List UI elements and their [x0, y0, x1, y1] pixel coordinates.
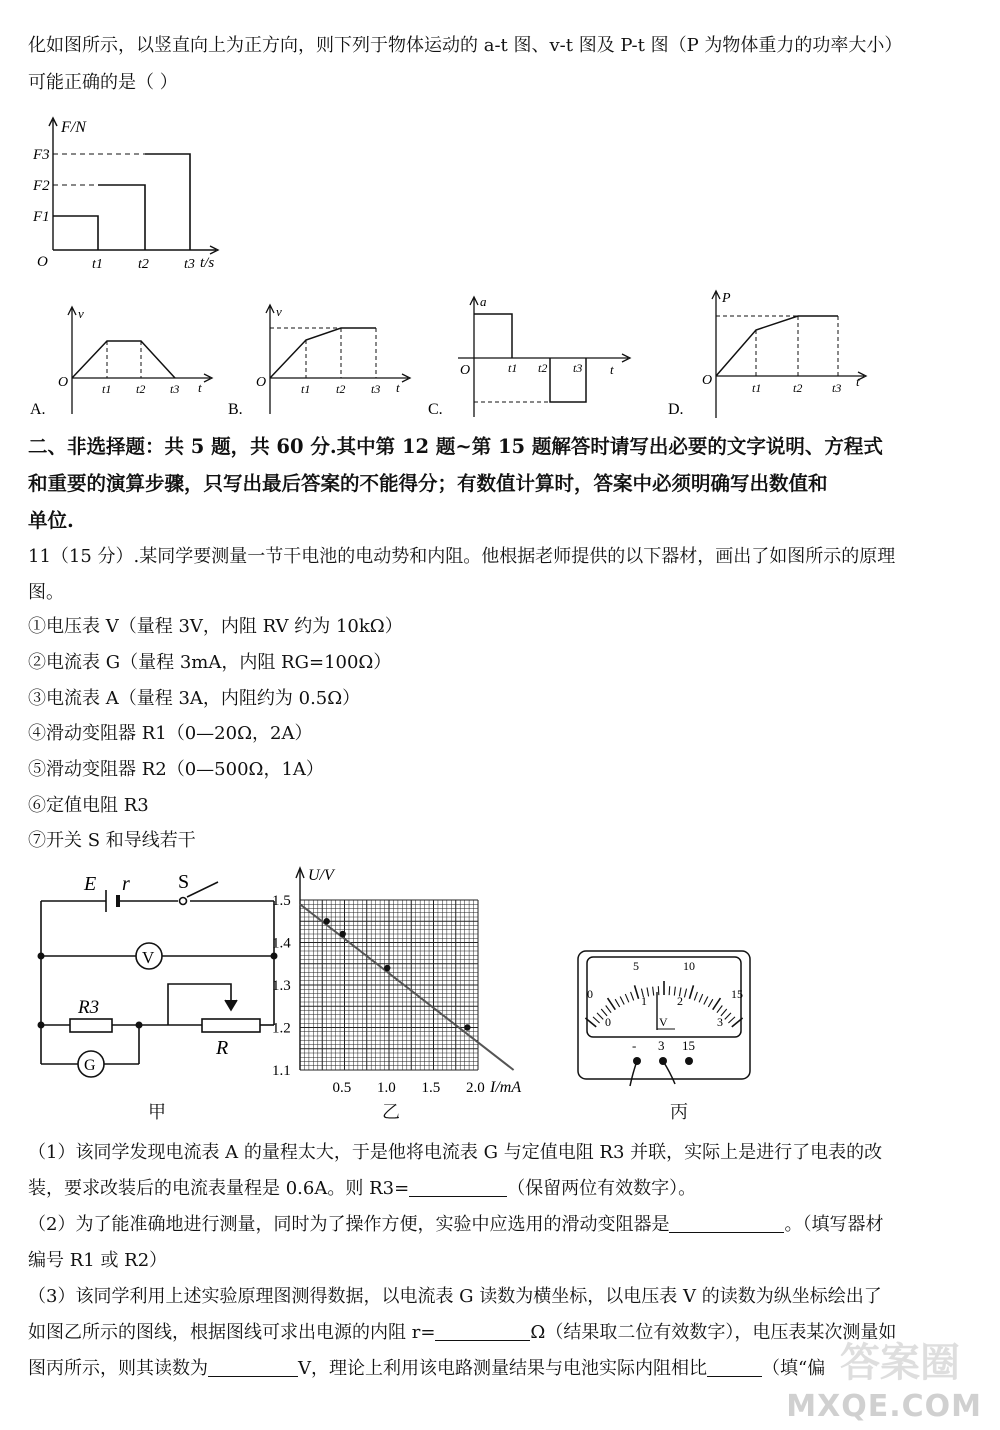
- x-tick-label: 0.5: [332, 1080, 352, 1096]
- y-tick-label: 1.4: [272, 935, 291, 952]
- meter-top-5: 5: [633, 959, 639, 973]
- c-t2: t2: [538, 361, 548, 375]
- meter-bottom-1: 1: [641, 994, 647, 1008]
- section2-line-1: 二、非选择题：共 5 题，共 60 分.其中第 12 题~第 15 题解答时请写出必要的文字说明、方程式: [28, 435, 883, 458]
- caption-yi: 乙: [382, 1102, 400, 1123]
- d-origin: O: [702, 373, 713, 388]
- terminal-3-label: 3: [658, 1038, 665, 1053]
- equipment-item: ③电流表 A（量程 3A，内阻约为 0.5Ω）: [28, 688, 361, 709]
- f1-label: F1: [33, 209, 50, 225]
- equipment-item: ④滑动变阻器 R1（0—20Ω，2A）: [28, 723, 313, 744]
- b-t3: t3: [371, 382, 381, 396]
- answer-blank-internal-r[interactable]: [435, 1320, 530, 1341]
- terminal-15-label: 15: [682, 1038, 695, 1053]
- equipment-item: ⑦开关 S 和导线若干: [28, 830, 196, 851]
- data-point: [340, 931, 346, 937]
- meter-bottom-0: 0: [605, 1015, 611, 1029]
- y-axis-label: U/V: [308, 867, 334, 884]
- meter-tick: [658, 986, 659, 995]
- watermark: MXQE.COM: [786, 1389, 982, 1424]
- q10-line-1: 化如图所示，以竖直向上为正方向，则下列于物体运动的 a-t 图、v-t 图及 P-t 图（P 为物体重力的功率大小）: [28, 35, 903, 56]
- a-y-label: v: [78, 306, 84, 321]
- q11-p2-line-1: （2）为了能准确地进行测量，同时为了操作方便，实验中应选用的滑动变阻器是 。（填写器材: [28, 1214, 884, 1235]
- c-t1: t1: [508, 361, 518, 375]
- voltmeter-dial: [575, 948, 755, 1086]
- d-y-label: P: [722, 291, 731, 306]
- watermark-mark: 答案圈: [840, 1340, 960, 1386]
- data-point: [384, 965, 390, 971]
- x-tick-label: 1.5: [421, 1080, 441, 1096]
- q11-intro-2: 图。: [28, 582, 64, 603]
- d-x-label: t: [856, 374, 860, 389]
- galvanometer-label: G: [84, 1057, 96, 1074]
- b-t1: t1: [301, 382, 311, 396]
- meter-top-0: 0: [587, 987, 593, 1001]
- rheostat-label: R: [216, 1037, 229, 1059]
- equipment-item: ⑤滑动变阻器 R2（0—500Ω，1A）: [28, 759, 324, 780]
- emf-label: E: [84, 873, 97, 895]
- q11-p3-line-1: （3）该同学利用上述实验原理图测得数据，以电流表 G 读数为横坐标，以电压表 V 的读数为纵坐标绘出了: [28, 1286, 882, 1307]
- option-c-label: C.: [428, 401, 443, 418]
- circuit-diagram: [28, 868, 278, 1098]
- a-t1: t1: [102, 382, 112, 396]
- switch-label: S: [178, 871, 190, 893]
- x-axis-label: I/mA: [490, 1079, 522, 1096]
- a-t2: t2: [136, 382, 146, 396]
- c-y-label: a: [480, 294, 487, 309]
- y-tick-label: 1.1: [272, 1063, 291, 1079]
- equipment-item: ⑥定值电阻 R3: [28, 795, 149, 816]
- q10-line-2: 可能正确的是（ ）: [28, 72, 178, 93]
- meter-tick: [669, 986, 670, 995]
- b-y-label: v: [276, 304, 282, 319]
- origin-label: O: [37, 254, 48, 270]
- force-time-graph: [28, 112, 238, 270]
- caption-bing: 丙: [670, 1102, 688, 1123]
- answer-blank-compare[interactable]: [707, 1356, 762, 1377]
- y-tick-label: 1.5: [272, 893, 291, 909]
- d-t1: t1: [752, 381, 762, 395]
- meter-bottom-2: 2: [677, 994, 683, 1008]
- terminal-minus-label: -: [632, 1038, 637, 1053]
- y-tick-label: 1.2: [272, 1020, 291, 1037]
- b-origin: O: [256, 375, 267, 390]
- data-point: [464, 1024, 470, 1030]
- section2-line-2: 和重要的演算步骤，只写出最后答案的不能得分；有数值计算时，答案中必须明确写出数值和: [28, 472, 828, 495]
- c-origin: O: [460, 363, 471, 378]
- equipment-item: ②电流表 G（量程 3mA，内阻 RG=100Ω）: [28, 652, 392, 673]
- q11-p1-line-1: （1）该同学发现电流表 A 的量程太大，于是他将电流表 G 与定值电阻 R3 并联，实际上是进行了电表的改: [28, 1142, 883, 1163]
- x-tick-label: 2.0: [466, 1080, 485, 1096]
- answer-blank-voltage[interactable]: [208, 1356, 298, 1377]
- t2-label: t2: [138, 257, 149, 272]
- meter-top-15: 15: [731, 987, 743, 1001]
- option-c-graph: [428, 292, 638, 422]
- option-a-graph: [30, 300, 220, 422]
- f3-label: F3: [33, 147, 50, 163]
- a-t3: t3: [170, 382, 180, 396]
- section2-line-3: 单位.: [28, 509, 74, 532]
- q11-intro-1: 11（15 分）.某同学要测量一节干电池的电动势和内阻。他根据老师提供的以下器材，画出了如图所示的原理: [28, 546, 896, 567]
- d-t3: t3: [832, 381, 842, 395]
- caption-jia: 甲: [148, 1102, 166, 1123]
- q11-p3-line-2: 如图乙所示的图线，根据图线可求出电源的内阻 r= Ω（结果取二位有效数字），电压表某次测量如: [28, 1322, 897, 1343]
- internal-r-label: r: [122, 873, 130, 895]
- x-tick-label: 1.0: [377, 1080, 396, 1096]
- equipment-item: ①电压表 V（量程 3V，内阻 RV 约为 10kΩ）: [28, 616, 403, 637]
- f-axis-label: F/N: [61, 119, 86, 136]
- d-t2: t2: [793, 381, 803, 395]
- option-b-graph: [228, 300, 418, 422]
- answer-blank-r3[interactable]: [409, 1176, 507, 1197]
- meter-bottom-3: 3: [717, 1015, 723, 1029]
- c-x-label: t: [610, 362, 614, 377]
- t1-label: t1: [92, 257, 103, 272]
- option-d-graph: [668, 284, 878, 422]
- option-d-label: D.: [668, 401, 684, 418]
- r3-label: R3: [78, 997, 100, 1018]
- b-x-label: t: [396, 380, 400, 395]
- q11-p3-line-3: 图丙所示，则其读数为 V，理论上利用该电路测量结果与电池实际内阻相比 （填“偏: [28, 1358, 826, 1379]
- a-origin: O: [58, 375, 69, 390]
- t-axis-label: t/s: [200, 255, 215, 271]
- q11-p1-line-2: 装，要求改装后的电流表量程是 0.6A。则 R3= （保留两位有效数字）。: [28, 1178, 697, 1199]
- a-x-label: t: [198, 380, 202, 395]
- data-point: [324, 918, 330, 924]
- f2-label: F2: [33, 178, 50, 194]
- option-b-label: B.: [228, 401, 243, 418]
- t3-label: t3: [184, 257, 195, 272]
- meter-unit: V: [659, 1015, 668, 1029]
- ui-chart: [268, 858, 548, 1098]
- b-t2: t2: [336, 382, 346, 396]
- meter-top-10: 10: [683, 959, 695, 973]
- y-tick-label: 1.3: [272, 978, 291, 994]
- voltmeter-label: V: [142, 948, 155, 967]
- answer-blank-rheostat[interactable]: [669, 1212, 784, 1233]
- c-t3: t3: [573, 361, 583, 375]
- q11-p2-line-2: 编号 R1 或 R2）: [28, 1250, 168, 1271]
- option-a-label: A.: [30, 401, 46, 418]
